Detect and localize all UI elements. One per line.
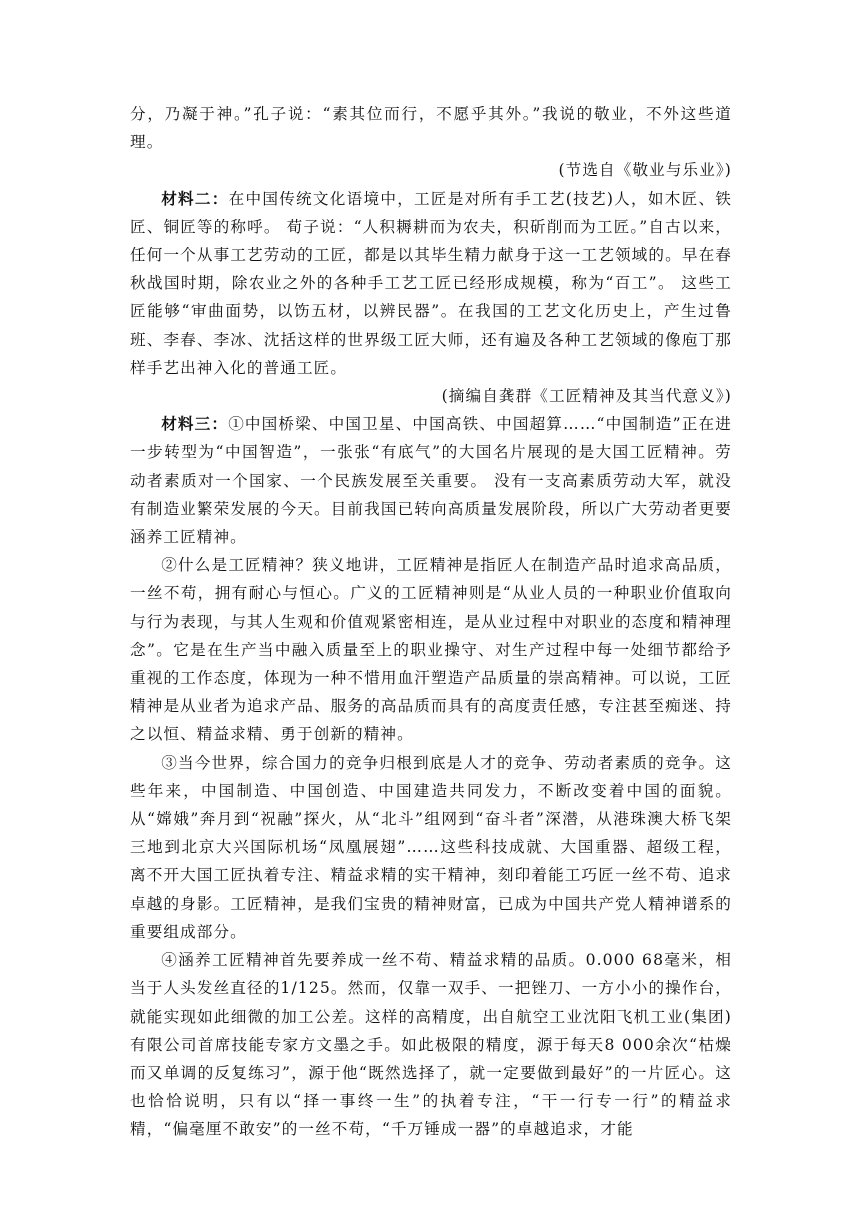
paragraph-2: ②什么是工匠精神？狭义地讲，工匠精神是指匠人在制造产品时追求高品质，一丝不苟，拥有耐心与恒心。广义的工匠精神则是“从业人员的一种职业价值取向与行为表现，与其人生观和价值观紧密相连，是从业过程中对职业的态度和精神理念”。它是在生产当中融入质量至上的职业操守、对生产过程中每一处细节都给予重视的工作态度，体现为一种不惜用血汗塑造产品质量的崇高精神。可以说，工匠精神是从业者为追求产品、服务的高品质而具有的高度责任感，专注甚至痴迷、持之以恒、精益求精、勇于创新的精神。 <box>130 556 732 744</box>
paragraph-intro-end: 分，乃凝于神。”孔子说：“素其位而行，不愿乎其外。”我说的敬业，不外这些道理。 <box>130 105 732 152</box>
material-two-paragraph <box>130 185 732 382</box>
paragraph-3: ③当今世界，综合国力的竞争归根到底是人才的竞争、劳动者素质的竞争。这些年来，中国制造、中国创造、中国建造共同发力，不断改变着中国的面貌。从“嫦娥”奔月到“祝融”探火，从“北斗”组网到“奋斗者”深潜，从港珠澳大桥飞架三地到北京大兴国际机场“凤凰展翅”……这些科技成就、大国重器、超级工程，离不开大国工匠执着专注、精益求精的实干精神，刻印着能工巧匠一丝不苟、追求卓越的身影。工匠精神，是我们宝贵的精神财富，已成为中国共产党人精神谱系的重要组成部分。 <box>130 753 732 941</box>
paragraph-4: ④涵养工匠精神首先要养成一丝不苟、精益求精的品质。0.000 68毫米，相当于人头发丝直径的1/125。然而，仅靠一双手、一把锉刀、一方小小的操作台，就能实现如此细微的加工公差。这样的高精度，出自航空工业沈阳飞机工业(集团)有限公司首席技能专家方文墨之手。如此极限的精度，源于每天8 000余次“枯燥而又单调的反复练习”，源于他“既然选择了，就一定要做到最好”的一片匠心。这也恰恰说明，只有以“择一事终一生”的执着专注，“干一行专一行”的精益求精，“偏毫厘不敢安”的一丝不苟，“千万锤成一器”的卓越追求，才能 <box>130 951 732 1139</box>
document-page <box>130 100 732 1144</box>
material-two-label: 材料二： <box>161 188 229 208</box>
material-three-label: 材料三： <box>161 414 229 434</box>
source-citation-2: (摘编自龚群《工匠精神及其当代意义》) <box>441 387 732 406</box>
source-citation-1: (节选自《敬业与乐业》) <box>558 161 732 180</box>
material-three-text: ①中国桥梁、中国卫星、中国高铁、中国超算……“中国制造”正在进一步转型为“中国智造”，一张张“有底气”的大国名片展现的是大国工匠精神。劳动者素质对一个国家、一个民族发展至关重要。 没有一支高素质劳动大军，就没有制造业繁荣发展的今天。目前我国已转向高质量发展阶段，所以广大劳动者更要涵养工匠精神。 <box>130 415 732 547</box>
material-three-paragraph <box>130 410 732 551</box>
material-two-text: 在中国传统文化语境中，工匠是对所有手工艺(技艺)人，如木匠、铁匠、铜匠等的称呼。 荀子说：“人积耨耕而为农夫，积斫削而为工匠。”自古以来，任何一个从事工艺劳动的工匠，都是以其毕生精力献身于这一工艺领域的。早在春秋战国时期，除农业之外的各种手工艺工匠已经形成规模，称为“百工”。 这些工匠能够“审曲面势，以饬五材，以辨民器”。在我国的工艺文化历史上，产生过鲁班、李春、李冰、沈括这样的世界级工匠大师，还有遍及各种工艺领域的像庖丁那样手艺出神入化的普通工匠。 <box>130 189 732 377</box>
